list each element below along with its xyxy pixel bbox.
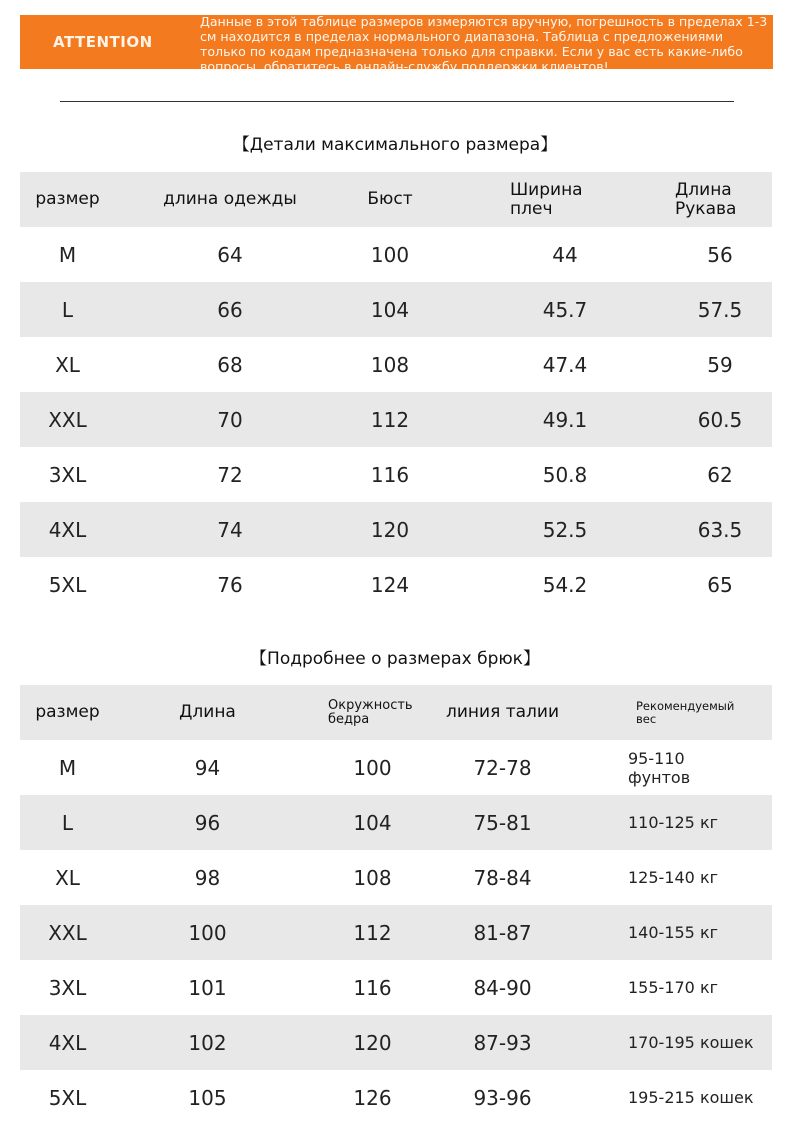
table-cell: L <box>61 297 74 322</box>
table-row <box>20 282 772 337</box>
table-cell: 100 <box>188 920 227 945</box>
table-cell: 70 <box>217 407 243 432</box>
table-cell: 120 <box>353 1030 392 1055</box>
table-cell: 100 <box>353 755 392 780</box>
table-cell: 104 <box>353 810 392 835</box>
top-table-title: 【Детали максимального размера】 <box>232 135 558 155</box>
table-cell: 76 <box>217 572 243 597</box>
table-row <box>20 337 772 392</box>
table-cell: M <box>58 755 77 780</box>
table-cell: 170-195 кошек <box>628 1033 754 1052</box>
table-cell: M <box>58 242 77 267</box>
table-cell: 63.5 <box>697 517 743 542</box>
table-cell: 49.1 <box>542 407 588 432</box>
table-cell: 72 <box>217 462 243 487</box>
table-cell: 140-155 кг <box>628 923 719 942</box>
table-cell: 124 <box>370 572 410 597</box>
table-cell: 66 <box>217 297 243 322</box>
table-cell: 81-87 <box>473 920 532 945</box>
table-cell: XXL <box>48 920 87 945</box>
table-cell: 5XL <box>48 572 87 597</box>
table-cell: 110-125 кг <box>628 813 719 832</box>
table-cell: 56 <box>707 242 733 267</box>
table-cell: 52.5 <box>542 517 588 542</box>
table-cell: 65 <box>707 572 733 597</box>
header-cell: Окружность бедра <box>328 697 413 727</box>
table-cell: 72-78 <box>473 755 532 780</box>
table-cell: 100 <box>370 242 410 267</box>
table-row <box>20 447 772 502</box>
header-row <box>20 685 772 740</box>
table-row <box>20 905 772 960</box>
header-cell: Длина <box>179 702 236 722</box>
table-cell: 74 <box>217 517 243 542</box>
table-cell: 45.7 <box>542 297 588 322</box>
table-cell: 105 <box>188 1085 227 1110</box>
pants-size-table <box>20 685 772 1125</box>
table-cell: XL <box>55 865 80 890</box>
table-cell: XXL <box>48 407 87 432</box>
attention-text: Данные в этой таблице размеров измеряются вручную, погрешность в пределах 1-3 см находится в пределах нормального диапазона. Таблица с предложениями только по кодам предназначена только для справки. Если у вас есть какие-либо вопросы, обратитесь в онлайн-службу поддержки клиентов! <box>200 14 768 74</box>
table-cell: 104 <box>370 297 410 322</box>
table-row <box>20 850 772 905</box>
table-cell: 126 <box>353 1085 392 1110</box>
table-cell: 54.2 <box>542 572 588 597</box>
table-cell: 5XL <box>48 1085 87 1110</box>
table-row <box>20 502 772 557</box>
table-cell: 195-215 кошек <box>628 1088 754 1107</box>
table-row <box>20 557 772 612</box>
table-cell: 87-93 <box>473 1030 532 1055</box>
table-cell: 4XL <box>48 517 87 542</box>
divider <box>60 101 734 102</box>
table-cell: 155-170 кг <box>628 978 719 997</box>
table-cell: 62 <box>707 462 733 487</box>
table-cell: 116 <box>370 462 410 487</box>
table-row <box>20 227 772 282</box>
table-cell: 120 <box>370 517 410 542</box>
table-cell: 102 <box>188 1030 227 1055</box>
table-cell: 112 <box>370 407 410 432</box>
header-cell: линия талии <box>446 702 559 722</box>
attention-banner <box>20 14 773 74</box>
table-cell: 98 <box>194 865 221 890</box>
table-cell: 95-110 фунтов <box>628 748 691 787</box>
table-cell: 4XL <box>48 1030 87 1055</box>
table-cell: 93-96 <box>473 1085 532 1110</box>
header-cell: Бюст <box>367 189 413 209</box>
table-row <box>20 960 772 1015</box>
pants-table-title: 【Подробнее о размерах брюк】 <box>250 649 540 669</box>
attention-label: ATTENTION <box>53 33 153 51</box>
table-cell: 78-84 <box>473 865 532 890</box>
table-row <box>20 1070 772 1125</box>
header-cell: Длина Рукава <box>675 179 737 219</box>
table-cell: 112 <box>353 920 392 945</box>
table-cell: 44 <box>552 242 578 267</box>
table-cell: L <box>61 810 74 835</box>
table-cell: 108 <box>370 352 410 377</box>
table-cell: 57.5 <box>697 297 743 322</box>
table-cell: 64 <box>217 242 243 267</box>
header-cell: Ширина плеч <box>510 179 583 219</box>
table-cell: 50.8 <box>542 462 588 487</box>
table-row <box>20 795 772 850</box>
table-cell: 101 <box>188 975 227 1000</box>
table-cell: 60.5 <box>697 407 743 432</box>
table-cell: 68 <box>217 352 243 377</box>
table-cell: 3XL <box>48 975 87 1000</box>
table-row <box>20 392 772 447</box>
header-row <box>20 172 772 227</box>
table-row <box>20 1015 772 1070</box>
top-size-table <box>20 172 772 612</box>
header-cell: размер <box>35 702 100 722</box>
table-cell: 3XL <box>48 462 87 487</box>
table-cell: 108 <box>353 865 392 890</box>
table-cell: 116 <box>353 975 392 1000</box>
table-cell: 47.4 <box>542 352 588 377</box>
table-cell: 75-81 <box>473 810 532 835</box>
table-cell: 94 <box>194 755 221 780</box>
table-cell: 84-90 <box>473 975 532 1000</box>
header-cell: размер <box>35 189 100 209</box>
header-cell: Рекомендуемый вес <box>636 698 735 726</box>
header-cell: длина одежды <box>163 189 297 209</box>
table-row <box>20 740 772 795</box>
table-cell: 59 <box>707 352 733 377</box>
table-cell: XL <box>55 352 80 377</box>
table-cell: 125-140 кг <box>628 868 719 887</box>
table-cell: 96 <box>194 810 221 835</box>
